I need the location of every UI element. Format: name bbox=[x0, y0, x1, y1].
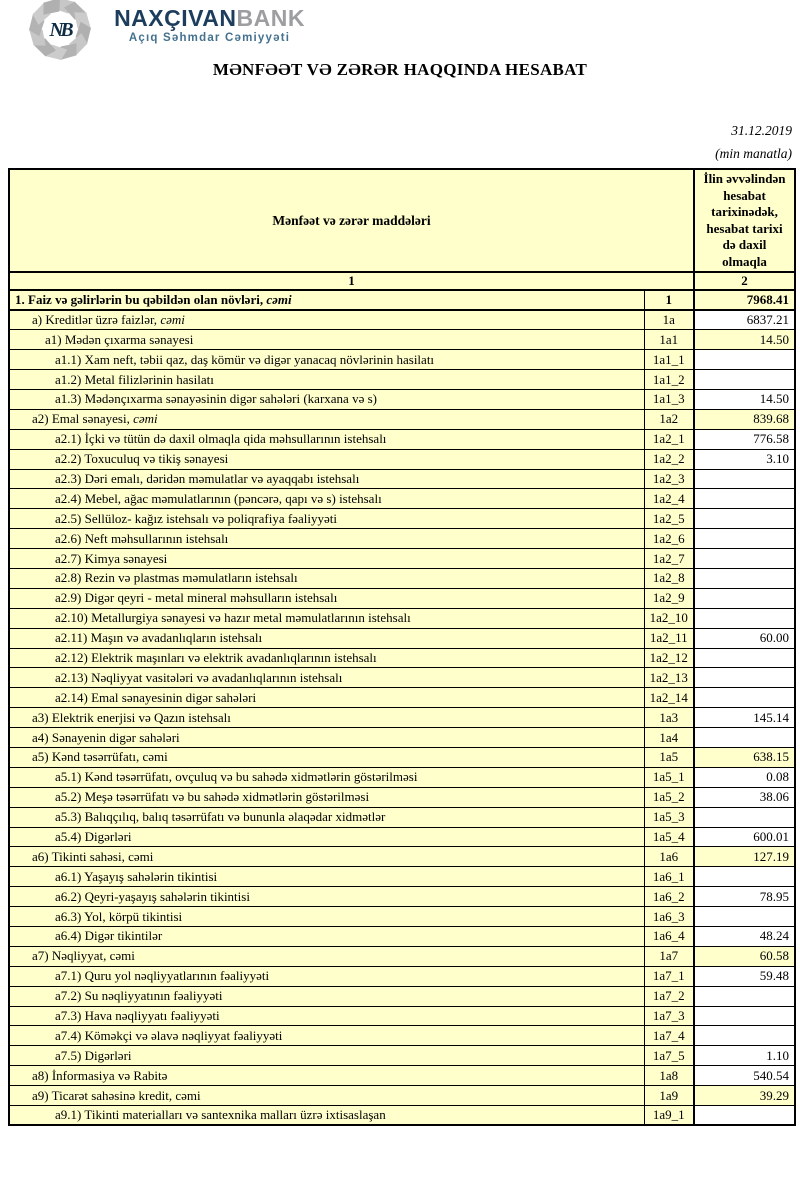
table-row bbox=[9, 827, 795, 847]
row-code: 1a2_5 bbox=[644, 509, 694, 529]
row-code: 1a2_7 bbox=[644, 549, 694, 569]
table-header-row bbox=[9, 169, 795, 272]
row-code: 1a bbox=[644, 310, 694, 330]
row-code: 1a7_1 bbox=[644, 966, 694, 986]
col-num-value: 2 bbox=[694, 272, 795, 290]
row-code: 1a5_1 bbox=[644, 767, 694, 787]
value-header-line: hesabat tarixi bbox=[706, 220, 783, 236]
row-value: 638.15 bbox=[694, 747, 795, 767]
value-header-line: İlin əvvəlindən bbox=[703, 171, 786, 186]
table-row bbox=[9, 469, 795, 489]
row-value bbox=[694, 867, 795, 887]
table-row bbox=[9, 588, 795, 608]
row-value bbox=[694, 608, 795, 628]
row-label: a5) Kənd təsərrüfatı, cəmi bbox=[9, 747, 644, 767]
row-code: 1a2_12 bbox=[644, 648, 694, 668]
value-header-line: də daxil bbox=[722, 237, 767, 252]
row-value: 127.19 bbox=[694, 847, 795, 867]
row-code: 1a3 bbox=[644, 708, 694, 728]
row-label: a9.1) Tikinti materialları və santexnika malları üzrə ixtisaslaşan bbox=[9, 1106, 644, 1126]
table-row bbox=[9, 807, 795, 827]
table-row bbox=[9, 628, 795, 648]
row-label: a1.1) Xam neft, təbii qaz, daş kömür və digər yanacaq növlərinin hasilatı bbox=[9, 350, 644, 370]
row-code: 1a2_8 bbox=[644, 568, 694, 588]
row-value: 6837.21 bbox=[694, 310, 795, 330]
row-code: 1a6_2 bbox=[644, 887, 694, 907]
row-code: 1a9 bbox=[644, 1086, 694, 1106]
row-label: a1) Mədən çıxarma sənayesi bbox=[9, 330, 644, 350]
row-value: 776.58 bbox=[694, 429, 795, 449]
row-label: a7.5) Digərləri bbox=[9, 1046, 644, 1066]
table-row bbox=[9, 767, 795, 787]
row-code: 1a1 bbox=[644, 330, 694, 350]
row-value: 14.50 bbox=[694, 330, 795, 350]
row-code: 1a5_3 bbox=[644, 807, 694, 827]
brand-name-primary: NAXÇIVAN bbox=[114, 5, 237, 31]
row-code: 1a2_3 bbox=[644, 469, 694, 489]
table-row bbox=[9, 966, 795, 986]
table-row bbox=[9, 1106, 795, 1126]
table-row bbox=[9, 608, 795, 628]
table-row bbox=[9, 927, 795, 947]
table-row bbox=[9, 787, 795, 807]
pl-table bbox=[8, 168, 796, 1126]
table-row bbox=[9, 907, 795, 927]
row-code: 1a2_2 bbox=[644, 449, 694, 469]
row-code: 1a7 bbox=[644, 946, 694, 966]
row-code: 1a1_2 bbox=[644, 370, 694, 390]
brand-block bbox=[102, 6, 317, 44]
row-label: a8) İnformasiya və Rabitə bbox=[9, 1066, 644, 1086]
row-label: a2.3) Dəri emalı, dəridən məmulatlar və ayaqqabı istehsalı bbox=[9, 469, 644, 489]
table-row bbox=[9, 290, 795, 310]
col-num-items: 1 bbox=[9, 272, 694, 290]
row-code: 1a6_3 bbox=[644, 907, 694, 927]
row-label-emphasis: cəmi bbox=[133, 411, 158, 427]
row-code: 1a6_4 bbox=[644, 927, 694, 947]
table-row bbox=[9, 847, 795, 867]
row-value bbox=[694, 489, 795, 509]
row-code: 1a7_5 bbox=[644, 1046, 694, 1066]
row-value bbox=[694, 588, 795, 608]
row-value: 3.10 bbox=[694, 449, 795, 469]
table-row bbox=[9, 509, 795, 529]
row-code: 1a2_6 bbox=[644, 529, 694, 549]
row-value: 145.14 bbox=[694, 708, 795, 728]
row-label: a5.4) Digərləri bbox=[9, 827, 644, 847]
row-value bbox=[694, 807, 795, 827]
brand-name bbox=[102, 6, 317, 30]
row-code: 1a2_14 bbox=[644, 688, 694, 708]
row-value: 39.29 bbox=[694, 1086, 795, 1106]
unit-note: (min manatla) bbox=[715, 146, 792, 161]
pl-table-body bbox=[9, 169, 795, 1125]
table-row bbox=[9, 867, 795, 887]
row-value: 59.48 bbox=[694, 966, 795, 986]
table-row bbox=[9, 887, 795, 907]
row-label: a2.2) Toxuculuq və tikiş sənayesi bbox=[9, 449, 644, 469]
row-value: 540.54 bbox=[694, 1066, 795, 1086]
row-code: 1a7_4 bbox=[644, 1026, 694, 1046]
row-value: 38.06 bbox=[694, 787, 795, 807]
row-label: a9) Ticarət sahəsinə kredit, cəmi bbox=[9, 1086, 644, 1106]
row-label: a1.2) Metal filizlərinin hasilatı bbox=[9, 370, 644, 390]
page-title: MƏNFƏƏT VƏ ZƏRƏR HAQQINDA HESABAT bbox=[212, 60, 588, 79]
row-value bbox=[694, 986, 795, 1006]
table-row bbox=[9, 747, 795, 767]
row-label: a) Kreditlər üzrə faizlər, cəmi bbox=[9, 310, 644, 330]
row-label: a2.10) Metallurgiya sənayesi və hazır metal məmulatlarının istehsalı bbox=[9, 608, 644, 628]
row-code: 1a5_4 bbox=[644, 827, 694, 847]
row-code: 1a9_1 bbox=[644, 1106, 694, 1126]
row-value bbox=[694, 350, 795, 370]
row-label: a7.2) Su nəqliyyatının fəaliyyəti bbox=[9, 986, 644, 1006]
row-value bbox=[694, 529, 795, 549]
table-row bbox=[9, 330, 795, 350]
row-value: 7968.41 bbox=[694, 290, 795, 310]
row-code: 1a2_13 bbox=[644, 668, 694, 688]
row-code: 1a2_4 bbox=[644, 489, 694, 509]
row-value bbox=[694, 509, 795, 529]
row-code: 1a2_1 bbox=[644, 429, 694, 449]
row-label: a3) Elektrik enerjisi və Qazın istehsalı bbox=[9, 708, 644, 728]
row-label: a1.3) Mədənçıxarma sənayəsinin digər sahələri (karxana və s) bbox=[9, 389, 644, 409]
row-label: a5.1) Kənd təsərrüfatı, ovçuluq və bu sahədə xidmətlərin göstərilməsi bbox=[9, 767, 644, 787]
row-code: 1a2_10 bbox=[644, 608, 694, 628]
row-code: 1a2_11 bbox=[644, 628, 694, 648]
row-label: a6.1) Yaşayış sahələrin tikintisi bbox=[9, 867, 644, 887]
brand-subtitle: Açıq Səhmdar Cəmiyyəti bbox=[128, 32, 291, 44]
table-row bbox=[9, 370, 795, 390]
row-code: 1a1_1 bbox=[644, 350, 694, 370]
row-code: 1a1_3 bbox=[644, 389, 694, 409]
row-value: 600.01 bbox=[694, 827, 795, 847]
row-value bbox=[694, 1006, 795, 1026]
value-header-line: tarixinədək, bbox=[711, 204, 778, 219]
row-value bbox=[694, 469, 795, 489]
table-row bbox=[9, 648, 795, 668]
table-row bbox=[9, 310, 795, 330]
row-value bbox=[694, 688, 795, 708]
row-label: a7.1) Quru yol nəqliyyatlarının fəaliyyəti bbox=[9, 966, 644, 986]
row-label: a2.9) Digər qeyri - metal mineral məhsulların istehsalı bbox=[9, 588, 644, 608]
table-row bbox=[9, 350, 795, 370]
items-header-cell: Mənfəət və zərər maddələri bbox=[9, 169, 694, 272]
table-row bbox=[9, 1066, 795, 1086]
row-value: 48.24 bbox=[694, 927, 795, 947]
row-label: a5.3) Balıqçılıq, balıq təsərrüfatı və bununla əlaqədar xidmətlər bbox=[9, 807, 644, 827]
table-row bbox=[9, 688, 795, 708]
row-label: a7.4) Köməkçi və əlavə nəqliyyat fəaliyyəti bbox=[9, 1026, 644, 1046]
row-value: 78.95 bbox=[694, 887, 795, 907]
row-code: 1a5_2 bbox=[644, 787, 694, 807]
row-label: a2.5) Sellüloz- kağız istehsalı və poliqrafiya fəaliyyəti bbox=[9, 509, 644, 529]
monogram-text: NB bbox=[49, 20, 71, 42]
value-header-line: olmaqla bbox=[722, 253, 767, 269]
row-label: a2.11) Maşın və avadanlıqların istehsalı bbox=[9, 628, 644, 648]
row-value: 60.00 bbox=[694, 628, 795, 648]
row-value bbox=[694, 370, 795, 390]
row-code: 1a6_1 bbox=[644, 867, 694, 887]
row-label: a2.4) Mebel, ağac məmulatlarının (pəncərə, qapı və s) istehsalı bbox=[9, 489, 644, 509]
table-row bbox=[9, 549, 795, 569]
table-row bbox=[9, 728, 795, 748]
row-label: a2) Emal sənayesi, cəmi bbox=[9, 409, 644, 429]
table-row bbox=[9, 668, 795, 688]
row-label: a2.14) Emal sənayesinin digər sahələri bbox=[9, 688, 644, 708]
table-row bbox=[9, 1046, 795, 1066]
table-row bbox=[9, 1086, 795, 1106]
value-header-line: hesabat bbox=[723, 187, 766, 203]
table-row bbox=[9, 389, 795, 409]
row-label: a7) Nəqliyyat, cəmi bbox=[9, 946, 644, 966]
report-date: 31.12.2019 bbox=[731, 123, 792, 138]
column-number-row bbox=[9, 272, 795, 290]
row-label: a2.7) Kimya sənayesi bbox=[9, 549, 644, 569]
row-label: a2.12) Elektrik maşınları və elektrik avadanlıqlarının istehsalı bbox=[9, 648, 644, 668]
table-row bbox=[9, 529, 795, 549]
row-code: 1a4 bbox=[644, 728, 694, 748]
table-row bbox=[9, 946, 795, 966]
row-label-emphasis: cəmi bbox=[266, 291, 292, 307]
row-value: 0.08 bbox=[694, 767, 795, 787]
table-row bbox=[9, 568, 795, 588]
gear-emblem-icon bbox=[28, 0, 92, 60]
table-row bbox=[9, 708, 795, 728]
row-label: a5.2) Meşə təsərrüfatı və bu sahədə xidmətlərin göstərilməsi bbox=[9, 787, 644, 807]
row-value bbox=[694, 549, 795, 569]
row-label: a2.13) Nəqliyyat vasitələri və avadanlıqlarının istehsalı bbox=[9, 668, 644, 688]
table-row bbox=[9, 409, 795, 429]
row-label-emphasis: cəmi bbox=[160, 312, 185, 328]
table-row bbox=[9, 1006, 795, 1026]
row-label: a4) Sənayenin digər sahələri bbox=[9, 728, 644, 748]
row-code: 1a5 bbox=[644, 747, 694, 767]
row-value bbox=[694, 728, 795, 748]
row-code: 1a2 bbox=[644, 409, 694, 429]
row-code: 1a8 bbox=[644, 1066, 694, 1086]
row-value: 60.58 bbox=[694, 946, 795, 966]
row-label: a6) Tikinti sahəsi, cəmi bbox=[9, 847, 644, 867]
row-value bbox=[694, 648, 795, 668]
row-value: 1.10 bbox=[694, 1046, 795, 1066]
row-value bbox=[694, 1106, 795, 1126]
row-label: a2.6) Neft məhsullarının istehsalı bbox=[9, 529, 644, 549]
row-value bbox=[694, 568, 795, 588]
row-label: a2.8) Rezin və plastmas məmulatların istehsalı bbox=[9, 568, 644, 588]
row-value bbox=[694, 907, 795, 927]
row-code: 1 bbox=[644, 290, 694, 310]
row-label: a6.3) Yol, körpü tikintisi bbox=[9, 907, 644, 927]
value-header-cell bbox=[694, 169, 795, 272]
row-label: a6.4) Digər tikintilər bbox=[9, 927, 644, 947]
row-label: a2.1) İçki və tütün də daxil olmaqla qida məhsullarının istehsalı bbox=[9, 429, 644, 449]
row-code: 1a2_9 bbox=[644, 588, 694, 608]
row-label: a7.3) Hava nəqliyyatı fəaliyyəti bbox=[9, 1006, 644, 1026]
row-code: 1a6 bbox=[644, 847, 694, 867]
row-value: 839.68 bbox=[694, 409, 795, 429]
row-label: a6.2) Qeyri-yaşayış sahələrin tikintisi bbox=[9, 887, 644, 907]
table-row bbox=[9, 449, 795, 469]
row-code: 1a7_3 bbox=[644, 1006, 694, 1026]
row-value bbox=[694, 668, 795, 688]
row-value: 14.50 bbox=[694, 389, 795, 409]
table-row bbox=[9, 489, 795, 509]
row-value bbox=[694, 1026, 795, 1046]
table-row bbox=[9, 429, 795, 449]
brand-name-secondary: BANK bbox=[236, 5, 305, 31]
table-row bbox=[9, 1026, 795, 1046]
row-label: 1. Faiz və gəlirlərin bu qəbildən olan növləri, cəmi bbox=[9, 290, 644, 310]
table-row bbox=[9, 986, 795, 1006]
bank-logo bbox=[28, 0, 92, 60]
row-code: 1a7_2 bbox=[644, 986, 694, 1006]
